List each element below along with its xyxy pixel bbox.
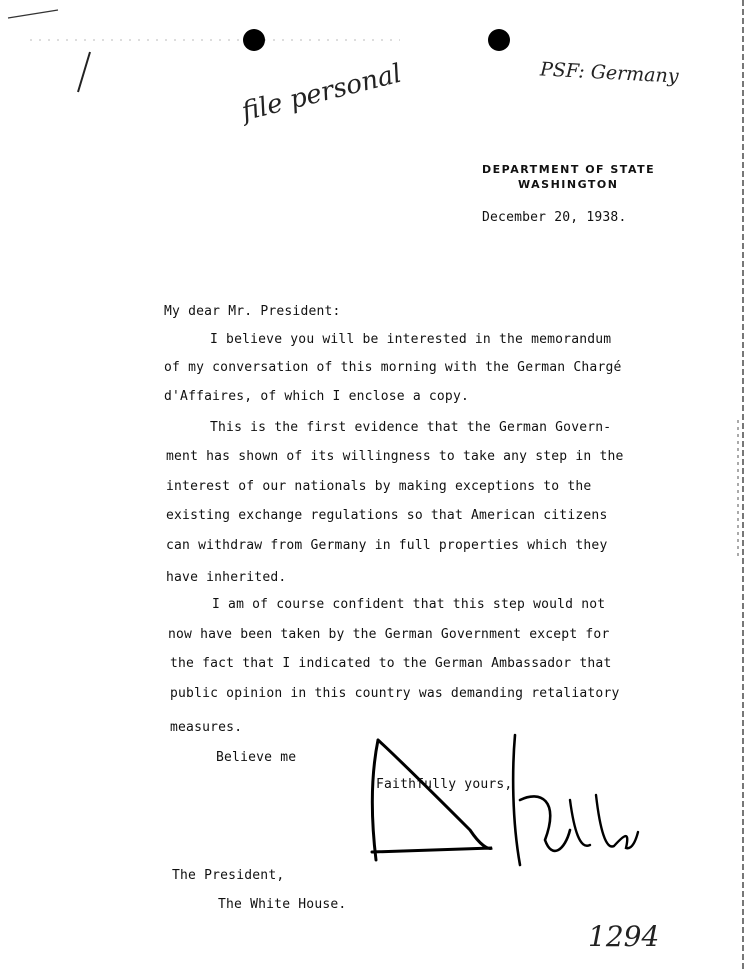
- letter-line: ment has shown of its willingness to take any step in the: [166, 449, 624, 464]
- letter-line: This is the first evidence that the German Govern-: [210, 420, 612, 435]
- letter-line: have inherited.: [166, 570, 287, 585]
- department-heading: DEPARTMENT OF STATE: [482, 163, 656, 176]
- letter-line: d'Affaires, of which I enclose a copy.: [164, 389, 470, 404]
- handwritten-file-note: file personal: [238, 58, 405, 128]
- salutation: My dear Mr. President:: [164, 304, 341, 319]
- letter-line: public opinion in this country was demanding retaliatory: [170, 686, 620, 701]
- letter-line: the fact that I indicated to the German Ambassador that: [170, 656, 612, 671]
- page-number: 1294: [588, 920, 660, 953]
- letter-line: I believe you will be interested in the memorandum: [210, 332, 612, 347]
- letter-line: now have been taken by the German Government except for: [168, 627, 610, 642]
- letter-date: December 20, 1938.: [482, 210, 627, 225]
- closing-believe-me: Believe me: [216, 750, 297, 765]
- addressee-place: The White House.: [218, 897, 347, 912]
- addressee-title: The President,: [172, 868, 285, 883]
- letter-line: of my conversation of this morning with the German Chargé: [164, 360, 622, 375]
- letter-line: interest of our nationals by making exceptions to the: [166, 479, 592, 494]
- file-tag: PSF: Germany: [539, 58, 680, 88]
- city-heading: WASHINGTON: [518, 178, 619, 191]
- letter-line: measures.: [170, 720, 243, 735]
- letter-line: can withdraw from Germany in full properties which they: [166, 538, 608, 553]
- letter-line: I am of course confident that this step would not: [212, 597, 606, 612]
- closing-faithfully: Faithfully yours,: [376, 777, 513, 792]
- letter-line: existing exchange regulations so that American citizens: [166, 508, 608, 523]
